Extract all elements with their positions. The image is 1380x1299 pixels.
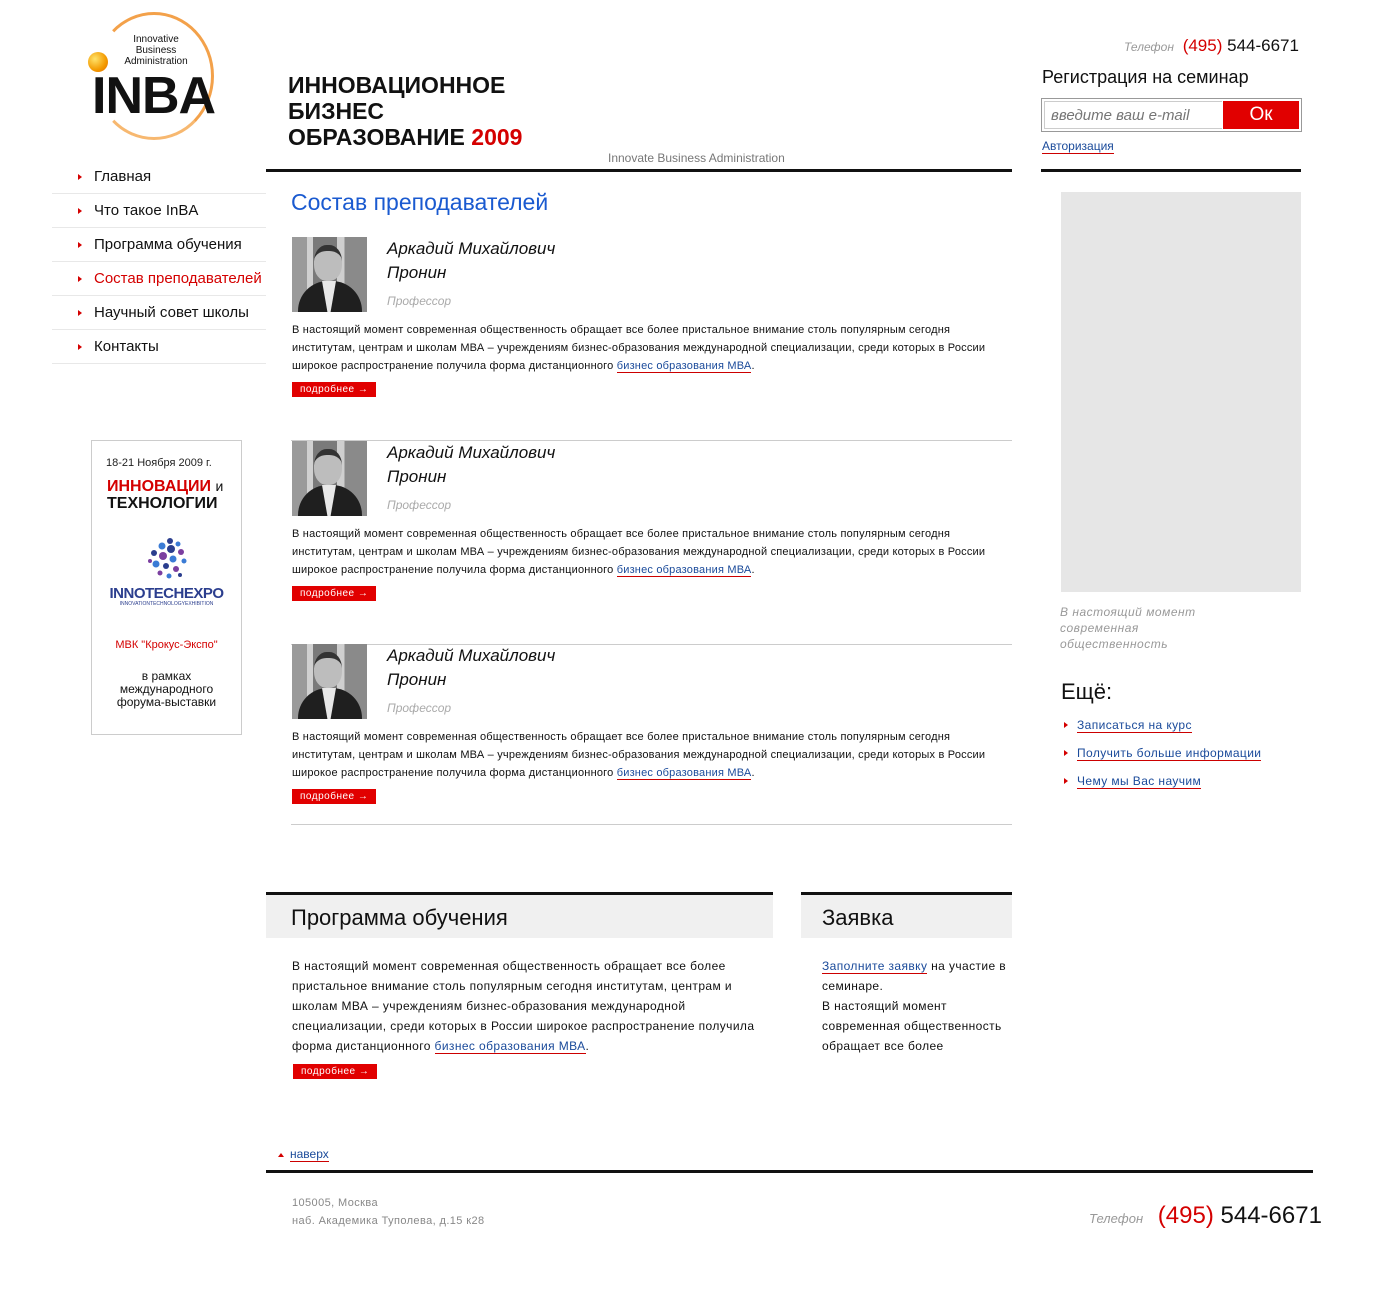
site-title-line: ИННОВАЦИОННОЕ [288,72,506,98]
teacher-description-end: . [751,360,755,372]
phone-number: 544-6671 [1220,1202,1322,1229]
nav-item-home[interactable] [52,160,266,194]
expo-logo-icon [140,535,196,585]
banner-frame-text [92,670,241,709]
nav-item-about[interactable] [52,194,266,228]
logo-caption-line: Business [135,45,177,56]
submit-button[interactable]: Ок [1223,101,1299,129]
more-info-link[interactable]: Получить больше информации [1077,746,1262,760]
arrow-right-icon [1064,778,1068,784]
more-button[interactable]: подробнее → [292,382,376,397]
teacher-description-end: . [751,767,755,779]
program-text [292,956,762,1056]
arrow-right-icon [78,344,82,350]
mba-link[interactable]: бизнес образования МВА [616,767,752,779]
teacher-description [292,728,1007,782]
program-text-end: . [585,1039,590,1053]
arrow-right-icon [78,174,82,180]
more-button[interactable]: подробнее → [292,789,376,804]
header-divider [266,169,1012,172]
teacher-photo[interactable] [292,237,367,312]
more-link-item [1063,772,1293,800]
main-nav [52,160,266,364]
teacher-role: Профессор [387,294,452,308]
application-panel-title: Заявка [801,892,1012,938]
arrow-right-icon [1064,750,1068,756]
mba-link[interactable]: бизнес образования МВА [434,1039,586,1053]
site-title [288,72,522,150]
nav-item-contacts[interactable] [52,330,266,364]
teacher-description [292,321,1007,375]
application-text [822,956,1012,1056]
phone-label: Телефон [1089,1211,1144,1226]
header-phone [1124,36,1299,56]
nav-item-label: Программа обучения [94,236,242,253]
to-top [278,1147,329,1161]
footer-address-line: 105005, Москва [292,1197,378,1209]
teacher-first-name: Аркадий Михайлович [387,646,556,665]
more-title: Ещё: [1061,679,1113,704]
footer-address-line: наб. Академика Туполева, д.15 к28 [292,1215,485,1227]
banner-frame-line: форума-выставки [116,695,217,709]
teacher-card [291,237,1012,441]
nav-item-label: Состав преподавателей [94,270,262,287]
fill-application-link[interactable]: Заполните заявку [822,959,928,973]
footer-divider [266,1170,1313,1173]
logo-caption-line: Innovative [133,34,179,45]
ad-placeholder[interactable] [1061,192,1301,592]
teacher-photo[interactable] [292,644,367,719]
site-title-line: БИЗНЕС [288,98,385,124]
phone-number: 544-6671 [1227,36,1299,55]
teacher-name[interactable] [387,644,555,692]
banner-venue: МВК "Крокус-Экспо" [115,639,218,651]
logo-caption [116,34,196,67]
what-we-teach-link[interactable]: Чему мы Вас научим [1077,774,1202,788]
arrow-right-icon [78,310,82,316]
program-panel-title: Программа обучения [266,892,773,938]
teacher-description-text: В настоящий момент современная общественность обращает все более пристальное внимание столь популярным сегодня институтам, центрам и школам МВА – учреждениям бизнес-образования международной специализации, среди которых в России широкое распространение получила форма дистанционного [292,731,986,779]
teacher-description [292,525,1007,579]
logo-caption-line: Administration [124,56,188,67]
program-more-button[interactable]: подробнее → [293,1064,377,1079]
phone-label: Телефон [1124,40,1174,54]
nav-item-program[interactable] [52,228,266,262]
application-text-line: В настоящий момент современная общественность обращает все более [822,999,1002,1053]
auth-link[interactable]: Авторизация [1042,139,1114,153]
teacher-photo[interactable] [292,441,367,516]
teacher-description-end: . [751,564,755,576]
expo-banner[interactable] [91,440,242,735]
teacher-description-text: В настоящий момент современная общественность обращает все более пристальное внимание столь популярным сегодня институтам, центрам и школам МВА – учреждениям бизнес-образования международной специализации, среди которых в России широкое распространение получила форма дистанционного [292,528,986,576]
teacher-first-name: Аркадий Михайлович [387,239,556,258]
ad-caption: В настоящий момент современная общественность [1060,605,1196,651]
banner-frame-line: международного [119,682,214,696]
teacher-role: Профессор [387,498,452,512]
phone-code: (495) [1157,1202,1214,1229]
mba-link[interactable]: бизнес образования МВА [616,360,752,372]
footer-phone [1089,1202,1322,1230]
teacher-name[interactable] [387,237,555,285]
arrow-right-icon [78,276,82,282]
teacher-last-name: Пронин [387,670,447,689]
teacher-card [291,644,1012,825]
mba-link[interactable]: бизнес образования МВА [616,564,752,576]
footer-address [292,1194,485,1230]
nav-item-label: Научный совет школы [94,304,249,321]
arrow-up-icon [278,1153,284,1157]
page-title: Состав преподавателей [291,189,549,215]
banner-title-red: ИННОВАЦИИ [107,478,212,495]
phone-code: (495) [1182,36,1223,55]
header-divider-right [1041,169,1301,172]
site-title-line: ОБРАЗОВАНИЕ [288,124,465,150]
teacher-description-text: В настоящий момент современная общественность обращает все более пристальное внимание столь популярным сегодня институтам, центрам и школам МВА – учреждениям бизнес-образования международной специализации, среди которых в России широкое распространение получила форма дистанционного [292,324,986,372]
nav-item-label: Контакты [94,338,159,355]
banner-title-and: и [215,478,224,494]
teacher-name[interactable] [387,441,555,489]
registration-form [1041,98,1302,132]
registration-title: Регистрация на семинар [1042,67,1249,87]
teacher-card [291,441,1012,645]
logo-mark: INBA [92,67,216,125]
site-title-year: 2009 [471,124,523,150]
arrow-right-icon [78,242,82,248]
application-text-line: на участие в семинаре. [822,959,1007,993]
email-input[interactable] [1044,101,1222,129]
banner-title [107,478,223,495]
nav-item-council[interactable] [52,296,266,330]
banner-frame-line: в рамках [141,669,192,683]
more-link-item [1063,716,1293,744]
banner-title-black: ТЕХНОЛОГИИ [107,495,218,512]
expo-subtitle: INNOVATIONTECHNOLOGYEXHIBITION [119,601,214,607]
teacher-last-name: Пронин [387,263,447,282]
nav-item-label: Что такое InBA [94,202,199,219]
more-links [1063,716,1293,800]
more-button[interactable]: подробнее → [292,586,376,601]
more-link-item [1063,744,1293,772]
arrow-right-icon [78,208,82,214]
expo-name: INNOTECHEXPO [109,585,224,602]
nav-item-teachers[interactable] [52,262,266,296]
arrow-right-icon [1064,722,1068,728]
site-subtitle: Innovate Business Administration [608,151,785,165]
enroll-link[interactable]: Записаться на курс [1077,718,1192,732]
teacher-role: Профессор [387,701,452,715]
site-logo[interactable] [88,12,214,142]
teacher-first-name: Аркадий Михайлович [387,443,556,462]
program-text-body: В настоящий момент современная общественность обращает все более пристальное внимание столь популярным сегодня институтам, центрам и школам МВА – учреждениям бизнес-образования международной специализации, среди которых в России широкое распространение получила форма дистанционного [292,959,755,1053]
banner-date: 18-21 Ноября 2009 г. [106,457,212,469]
nav-item-label: Главная [94,168,152,185]
to-top-link[interactable]: наверх [290,1147,329,1161]
teacher-last-name: Пронин [387,467,447,486]
